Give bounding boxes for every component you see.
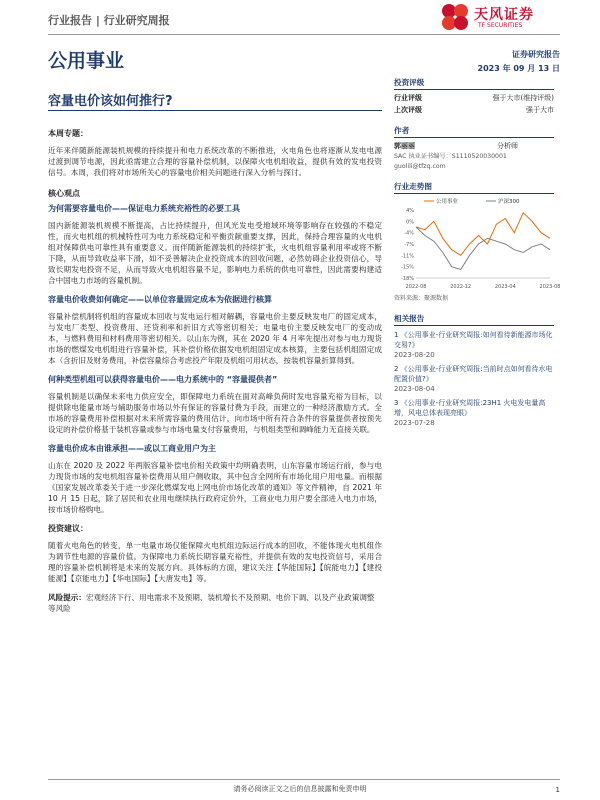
- y-tick-label: -15%: [401, 264, 414, 271]
- page-number: 1: [555, 786, 560, 794]
- footer-divider: [48, 779, 560, 780]
- y-tick-label: -18%: [401, 276, 414, 282]
- related-report[interactable]: [394, 398, 554, 428]
- related-heading: 相关报告: [394, 314, 554, 326]
- x-tick-label: 2022-12: [450, 284, 472, 290]
- y-tick-label: -4%: [404, 230, 414, 237]
- brand-logo: [440, 2, 560, 32]
- rating-heading: 投资评级: [394, 78, 554, 90]
- paragraph: 容量补偿机制将机组的容量成本回收与发电运行相对解耦，容量电价主要反映发电厂的固定成本，与发电厂类型、投资费用、还贷利率和折旧方式等密切相关；电量电价主要反映发电厂的变动成本，与燃料费用和材料费用等密切相关。以山东为例，其在 2020 年 4 月率先提出对参与电力现货市场的燃煤发电机组进行容量补偿，其补偿价格依据发电机组固定成本核算，主要包括机组固定成本（含折旧及财务费用，补偿容量综合考虑投产年限及机组可用状态，按装机容量折算得到。: [48, 312, 382, 365]
- section-heading: 投资建议：: [48, 524, 88, 533]
- trend-chart-svg: [394, 196, 561, 292]
- section-heading: 容量电价收费如何确定——以单位容量固定成本为依据进行核算: [48, 295, 272, 304]
- y-tick-label: -7%: [404, 242, 414, 248]
- prev-rating-label: 上次评级: [394, 106, 422, 114]
- risk-text: 宏观经济下行、用电需求不及预期、装机增长不及预期、电价下调、以及产业政策调整等风险: [48, 593, 375, 613]
- main-body: [48, 120, 382, 614]
- legend-label: 沪深300: [498, 199, 520, 205]
- trend-chart: [394, 196, 561, 292]
- y-tick-label: -11%: [401, 253, 414, 260]
- author-email[interactable]: guolili@tfzq.com: [394, 163, 446, 170]
- related-list: [394, 330, 554, 428]
- series-line: [416, 227, 550, 270]
- series-line: [416, 213, 550, 256]
- y-tick-label: 0%: [406, 219, 414, 226]
- related-report-date: 2023-07-28: [394, 419, 435, 427]
- logo-name-en: TF SECURITIES: [478, 22, 523, 29]
- y-tick-label: 4%: [406, 208, 414, 214]
- logo-icon: [440, 2, 470, 32]
- section-heading: 本周专题：: [48, 129, 88, 138]
- x-tick-label: 2022-08: [405, 284, 427, 290]
- section-heading: 容量电价成本由谁承担——或以工商业用户为主: [48, 444, 216, 453]
- report-type: 证券研究报告: [512, 50, 560, 59]
- legend-label: 公用事业: [436, 199, 459, 205]
- related-report-date: 2023-08-04: [394, 385, 435, 393]
- sidebar: [394, 78, 561, 428]
- related-report[interactable]: [394, 364, 554, 394]
- page-title: 公用事业: [48, 50, 125, 72]
- report-date: 2023 年 09 月 13 日: [477, 64, 560, 73]
- report-subtitle: 容量电价该如何推行?: [48, 94, 173, 109]
- related-report[interactable]: [394, 330, 554, 360]
- author-row: [394, 140, 554, 152]
- related-report-title[interactable]: 1 《公用事业-行业研究周报:如何看待新能源市场化交易?》: [394, 331, 553, 349]
- author-role: 分析师: [497, 142, 518, 150]
- section-heading: 何种类型机组可以获得容量电价——电力系统中的 “容量提供者”: [48, 375, 278, 384]
- header-divider: [48, 34, 560, 35]
- paragraph: 山东在 2020 及 2022 年两版容量补偿电价相关政策中均明确表明，山东容量市场运行前，参与电力现货市场的发电机组容量补偿费用从用户侧收取，其中包含全网所有市场化用户用电量。而根据《国家发展改革委关于进一步深化燃煤发电上网电价市场化改革的通知》等文件精神，自 2021 年 10 月 15 日起，除了居民和农业用电继续执行政府定价外，工商业电力用户要全部进入电力市场，按市场价格购电。: [48, 461, 382, 514]
- author-heading: 作者: [394, 126, 554, 138]
- author-sac: SAC 执业证书编号：S1110520030001: [394, 153, 507, 160]
- paragraph: 国内新能源装机规模不断提高，占比持续提升，但风光发电受地域环境等影响存在较强的不稳定性，而火电机组的机械特性可为电力系统稳定和平衡贡献重要支撑，因此，保持合理容量的火电机组对保障供电可靠性具有重要意义。而伴随新能源装机的持续扩张，火电机组容量利用率或将不断下降，从而导致收益率下滑，如不妥善解决企业投资成本的回收问题，必然妨碍企业投资信心，导致长期发电投资不足，从而导致火电机组容量不足，影响电力系统的供电可靠性，因此需要构建适合中国电力市场的容量机制。: [48, 221, 382, 285]
- section-heading: 为何需要容量电价——保证电力系统充裕性的必要工具: [48, 204, 240, 213]
- related-report-title[interactable]: 2 《公用事业-行业研究周报:当前时点如何看待水电配置价值?》: [394, 365, 553, 383]
- paragraph: 近年来伴随新能源装机规模的持续提升和电力系统改革的不断推进，火电角色也将逐渐从发电电源过渡到调节电源，因此亟需建立合理的容量补偿机制，以保障火电机组收益，提供有效的发电投资信号。本周，我们将对市场所关心的容量电价相关问题进行深入分析与探讨。: [48, 146, 382, 177]
- section-heading: 核心观点: [48, 189, 80, 198]
- rating-label: 行业评级: [394, 94, 422, 102]
- paragraph: 随着火电角色的转变，单一电量市场仅能保障火电机组边际运行成本的回收，不能体现火电机组作为调节性电源的容量价值。为保障电力系统长期容量充裕性，并提供有效的发电投资信号，采用合理的容量补偿机制将是未来的发展方向。具体标的方面，建议关注【华能国际】【皖能电力】【建投能源】【京能电力】【华电国际】【大唐发电】等。: [48, 541, 382, 583]
- subtitle-divider: [48, 110, 382, 111]
- logo-name-cn: 天风证券: [474, 7, 534, 23]
- chart-source: 资料来源：聚源数据: [394, 295, 449, 302]
- rating-value: 强于大市(维持评级): [492, 94, 554, 102]
- paragraph: 容量机制是以确保未来电力供应安全，即保障电力系统在面对高峰负荷时发电容量充裕为目标，以提供除电能量市场与辅助服务市场以外有保证的容量付费为手段，而建立的一种经济激励方式。全市场的容量费用补偿根据对未来所需容量的费用估计，向市场中所有符合条件的容量提供者按预先设定的补偿价格基于装机容量或参与市场电量支付容量费用，与机组类型和调峰能力无直接关联。: [48, 392, 382, 434]
- prev-rating-row: [394, 104, 554, 116]
- report-category: 行业报告 | 行业研究周报: [48, 14, 170, 27]
- report-meta: [478, 48, 560, 76]
- x-tick-label: 2023-04: [494, 284, 516, 290]
- footer-disclaimer: 请务必阅读正文之后的信息披露和免责申明: [233, 785, 367, 793]
- rating-row: [394, 92, 554, 104]
- related-report-date: 2023-08-20: [394, 351, 435, 359]
- author-name: 郭丽丽: [394, 142, 415, 150]
- risk-label: 风险提示：: [48, 593, 86, 602]
- risk-warning: [48, 592, 382, 614]
- prev-rating-value: 强于大市: [526, 106, 554, 114]
- x-tick-label: 2023-08: [539, 284, 561, 290]
- related-report-title[interactable]: 3 《公用事业-行业研究周报:23H1 火电发电量高增，风电总体表现亮眼》: [394, 399, 546, 417]
- trend-heading: 行业走势图: [394, 182, 554, 194]
